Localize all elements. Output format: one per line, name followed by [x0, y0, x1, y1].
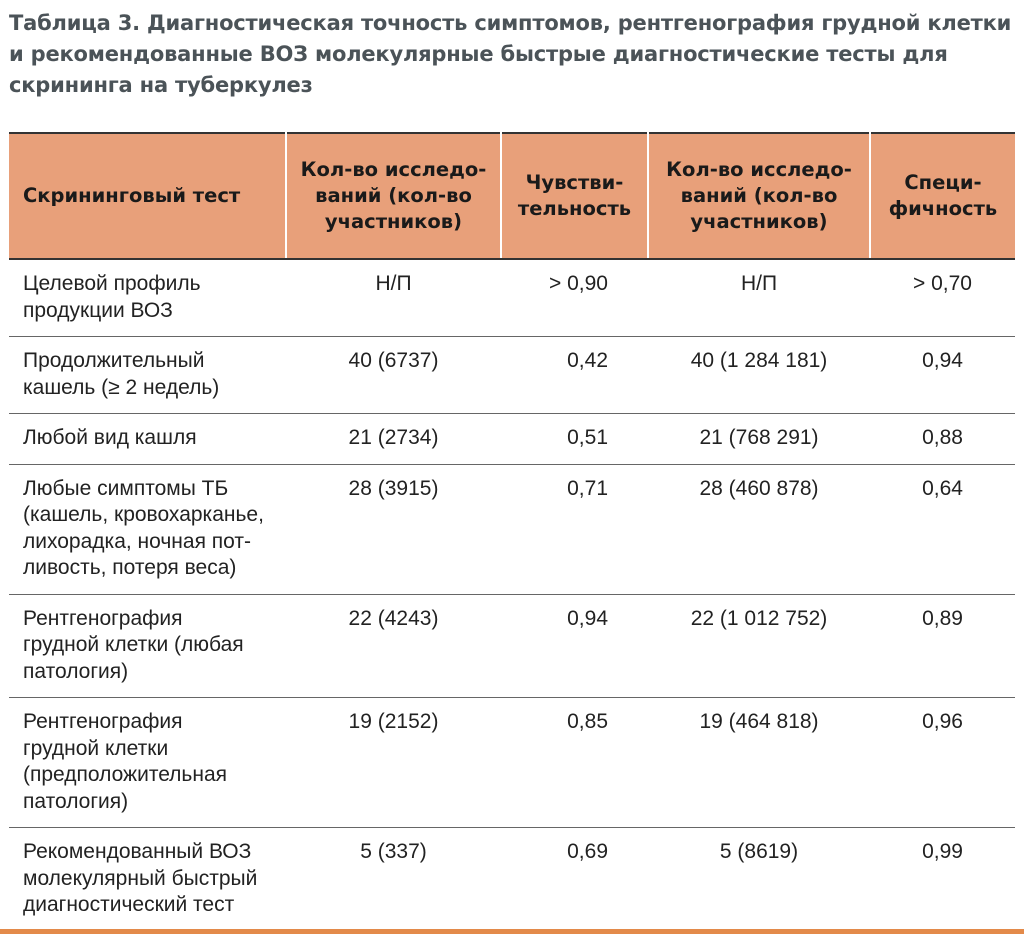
table-row [9, 698, 1015, 828]
cell-screening-test: Рентгенография грудной клетки (предположительная патология) [9, 698, 286, 828]
cell-screening-test: Продолжительный кашель (≥ 2 недель) [9, 337, 286, 414]
cell-screening-test: Любой вид кашля [9, 414, 286, 465]
cell-sensitivity-studies: 19 (2152) [286, 698, 501, 828]
cell-sensitivity-studies: Н/П [286, 259, 501, 337]
column-header-sensitivity-studies: Кол-во исследо- ваний (кол-во участников) [286, 133, 501, 259]
cell-specificity: 0,89 [870, 594, 1015, 698]
cell-sensitivity-studies: 28 (3915) [286, 464, 501, 594]
cell-specificity-studies: 28 (460 878) [648, 464, 870, 594]
cell-specificity-studies: Н/П [648, 259, 870, 337]
cell-specificity: 0,94 [870, 337, 1015, 414]
cell-screening-test: Рекомендованный ВОЗ молекулярный быстрый диагностический тест [23, 840, 258, 916]
cell-sensitivity: 0,71 [501, 464, 648, 594]
cell-sensitivity-studies: 22 (4243) [286, 594, 501, 698]
cell-sensitivity-studies: 5 (337) [360, 840, 427, 863]
header-row [9, 133, 1015, 259]
cell-sensitivity: > 0,90 [501, 259, 648, 337]
cell-sensitivity: 0,69 [567, 840, 608, 863]
table-row [9, 594, 1015, 698]
cell-sensitivity: 0,42 [501, 337, 648, 414]
cell-screening-test: Целевой профиль продукции ВОЗ [9, 259, 286, 337]
column-header-screening-test: Скрининговый тест [9, 133, 286, 259]
cell-sensitivity: 0,85 [501, 698, 648, 828]
cell-sensitivity: 0,51 [501, 414, 648, 465]
table-row [9, 259, 1015, 337]
cell-specificity: 0,99 [922, 840, 963, 863]
cell-sensitivity: 0,94 [501, 594, 648, 698]
cell-specificity-studies: 21 (768 291) [648, 414, 870, 465]
cell-specificity: 0,88 [870, 414, 1015, 465]
cell-screening-test: Рентгенография грудной клетки (любая патология) [9, 594, 286, 698]
bottom-accent-rule [0, 929, 1024, 934]
cell-specificity: 0,64 [870, 464, 1015, 594]
cell-specificity: 0,96 [870, 698, 1015, 828]
cell-specificity-studies: 5 (8619) [719, 840, 799, 863]
cell-specificity-studies: 22 (1 012 752) [648, 594, 870, 698]
cell-sensitivity-studies: 40 (6737) [286, 337, 501, 414]
table-row [9, 337, 1015, 414]
cell-specificity-studies: 19 (464 818) [648, 698, 870, 828]
table-row [9, 464, 1015, 594]
table-row [9, 828, 1015, 931]
cell-specificity-studies: 40 (1 284 181) [648, 337, 870, 414]
cell-screening-test: Любые симптомы ТБ (кашель, кровохарканье, лихорадка, ночная пот- ливость, потеря веса) [9, 464, 286, 594]
cell-specificity: > 0,70 [870, 259, 1015, 337]
column-header-specificity-studies: Кол-во исследо- ваний (кол-во участников) [648, 133, 870, 259]
cell-sensitivity-studies: 21 (2734) [286, 414, 501, 465]
column-header-specificity: Специ- фичность [870, 133, 1015, 259]
column-header-sensitivity: Чувстви- тельность [501, 133, 648, 259]
diagnostic-accuracy-table [9, 132, 1015, 931]
table-title: Таблица 3. Диагностическая точность симптомов, рентгенография грудной клетки и рекомендованные ВОЗ молекулярные быстрые диагностические тесты для скрининга на туберкулез [9, 11, 1012, 97]
table-row [9, 414, 1015, 465]
